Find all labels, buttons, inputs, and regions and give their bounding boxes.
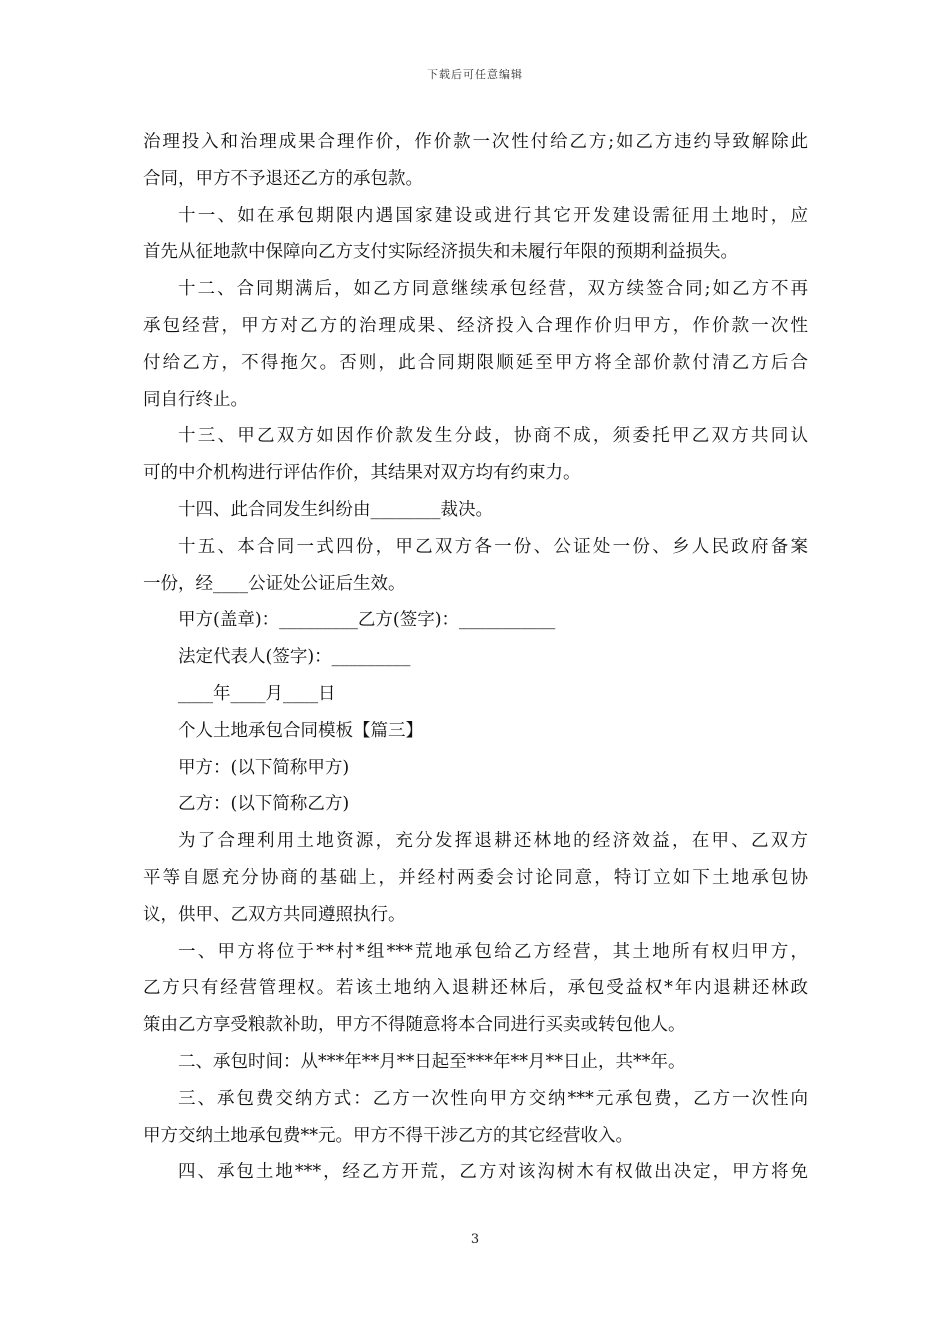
text-line: 可的中介机构进行评估作价，其结果对双方均有约束力。: [143, 463, 581, 484]
text-line: 治理投入和治理成果合理作价，作价款一次性付给乙方;如乙方违约导致解除此: [143, 132, 808, 152]
text-line: 付给乙方，不得拖欠。否则，此合同期限顺延至甲方将全部价款付清乙方后合: [143, 352, 808, 373]
text-line: 三、承包费交纳方式：乙方一次性向甲方交纳***元承包费，乙方一次性向: [178, 1088, 808, 1109]
text-line: 乙方：(以下简称乙方): [178, 794, 350, 815]
text-line: 四、承包土地***，经乙方开荒，乙方对该沟树木有权做出决定，甲方将免: [178, 1162, 808, 1183]
text-line: 合同，甲方不予退还乙方的承包款。: [143, 168, 423, 189]
text-line: 乙方只有经营管理权。若该土地纳入退耕还林后，承包受益权*年内退耕还林政: [143, 978, 808, 999]
text-line: 十三、甲乙双方如因作价款发生分歧，协商不成，须委托甲乙双方共同认: [178, 426, 808, 447]
text-line: 二、承包时间：从***年**月**日起至***年**月**日止，共**年。: [178, 1051, 686, 1072]
text-line: 十四、此合同发生纠纷由________裁决。: [178, 499, 493, 520]
text-line: 策由乙方享受粮款补助，甲方不得随意将本合同进行买卖或转包他人。: [143, 1015, 686, 1036]
text-line: 甲方：(以下简称甲方): [178, 757, 350, 778]
text-line: 一份，经____公证处公证后生效。: [143, 573, 406, 594]
text-line: 平等自愿充分协商的基础上，并经村两委会讨论同意，特订立如下土地承包协: [143, 867, 808, 888]
text-line: 一、甲方将位于**村*组***荒地承包给乙方经营，其土地所有权归甲方，: [178, 941, 808, 962]
text-line: 法定代表人(签字)：_________: [178, 647, 411, 668]
text-line: 议，供甲、乙双方共同遵照执行。: [143, 904, 406, 925]
text-line: ____年____月____日: [178, 683, 336, 704]
text-line: 同自行终止。: [143, 389, 248, 410]
page-header-note: 下载后可任意编辑: [427, 68, 523, 81]
text-line: 承包经营，甲方对乙方的治理成果、经济投入合理作价归甲方，作价款一次性: [143, 315, 808, 336]
text-line: 首先从征地款中保障向乙方支付实际经济损失和未履行年限的预期利益损失。: [143, 242, 738, 263]
text-line: 甲方(盖章)：_________乙方(签字)：___________: [178, 610, 556, 631]
text-line: 为了合理利用土地资源，充分发挥退耕还林地的经济效益，在甲、乙双方: [178, 831, 808, 852]
text-line: 甲方交纳土地承包费**元。甲方不得干涉乙方的其它经营收入。: [143, 1125, 633, 1146]
text-line: 十二、合同期满后，如乙方同意继续承包经营，双方续签合同;如乙方不再: [178, 279, 808, 300]
text-line: 十一、如在承包期限内遇国家建设或进行其它开发建设需征用土地时，应: [178, 205, 808, 226]
page-number: 3: [470, 1232, 480, 1247]
text-line: 个人土地承包合同模板【篇三】: [178, 720, 423, 741]
document-body: [143, 124, 808, 1191]
text-line: 十五、本合同一式四份，甲乙双方各一份、公证处一份、乡人民政府备案: [178, 536, 808, 557]
